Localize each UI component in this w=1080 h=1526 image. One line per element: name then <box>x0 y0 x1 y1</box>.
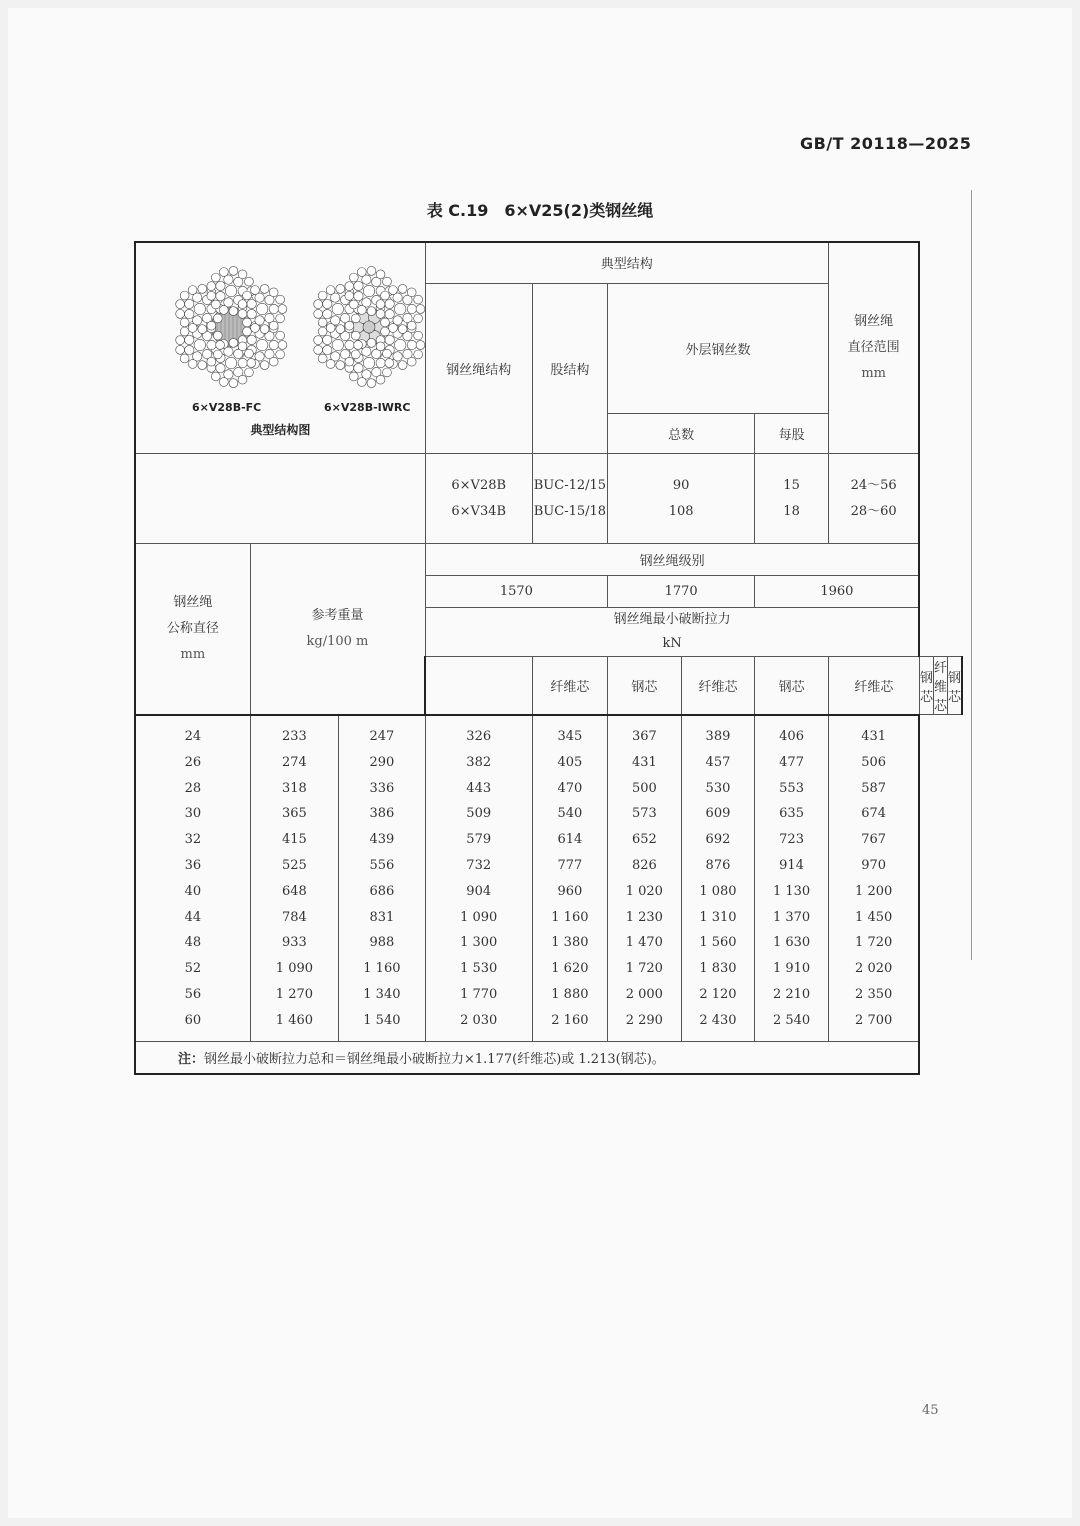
data-rows <box>135 715 962 1042</box>
row-value-cell: 382 <box>425 750 532 776</box>
row-value-cell: 1 470 <box>608 930 682 956</box>
row-value-cell: 1 160 <box>532 904 607 930</box>
row-value-cell: 1 880 <box>532 982 607 1008</box>
rope-structure-1: 6×V28B <box>451 477 507 493</box>
row-value-cell: 2 000 <box>608 982 682 1008</box>
row-value-cell: 1 720 <box>608 956 682 982</box>
row-value-cell: 1 200 <box>828 878 919 904</box>
outer-per-strand-cell <box>755 454 829 544</box>
row-value-cell: 406 <box>755 715 829 750</box>
outer-total-cell <box>608 454 755 544</box>
table-caption: 表 C.19 6×V25(2)类钢丝绳 <box>426 201 654 220</box>
row-value-cell: 1 630 <box>755 930 829 956</box>
row-diameter-cell: 30 <box>135 801 250 827</box>
row-value-cell: 777 <box>532 853 607 879</box>
row-value-cell: 960 <box>532 878 607 904</box>
row-value-cell: 443 <box>425 775 532 801</box>
row-value-cell: 1 300 <box>425 930 532 956</box>
row-value-cell: 686 <box>339 878 426 904</box>
row-value-cell: 470 <box>532 775 607 801</box>
row-value-cell: 573 <box>608 801 682 827</box>
row-value-cell: 970 <box>828 853 919 879</box>
strand-structure-2: BUC-15/18 <box>533 503 607 519</box>
table-row <box>135 801 962 827</box>
row-value-cell: 732 <box>425 853 532 879</box>
table-row <box>135 853 962 879</box>
row-diameter-cell: 44 <box>135 904 250 930</box>
table-row <box>135 930 962 956</box>
row-value-cell: 318 <box>250 775 338 801</box>
reference-weight-header <box>250 544 425 715</box>
row-value-cell: 587 <box>828 775 919 801</box>
note-text: 钢丝最小破断拉力总和＝钢丝绳最小破断拉力×1.177(纤维芯)或 1.213(钢芯)。 <box>204 1051 665 1067</box>
row-value-cell: 723 <box>755 827 829 853</box>
row-value-cell: 2 350 <box>828 982 919 1008</box>
row-value-cell: 1 020 <box>608 878 682 904</box>
min-breaking-force-unit: kN <box>662 636 682 651</box>
row-value-cell: 614 <box>532 827 607 853</box>
grade-1960: 1960 <box>755 576 920 608</box>
row-value-cell: 1 720 <box>828 930 919 956</box>
row-value-cell: 831 <box>339 904 426 930</box>
row-value-cell: 477 <box>755 750 829 776</box>
nominal-diameter-line1: 钢丝绳 <box>173 594 213 610</box>
reference-weight-unit: kg/100 m <box>306 633 369 649</box>
row-value-cell: 784 <box>250 904 338 930</box>
row-value-cell: 405 <box>532 750 607 776</box>
row-value-cell: 876 <box>681 853 755 879</box>
mbf-1960-steel-header: 钢芯 <box>947 657 962 715</box>
mbf-1570-fiber-header: 纤维芯 <box>681 657 755 715</box>
table-row <box>135 904 962 930</box>
mbf-1770-steel-header: 钢芯 <box>919 657 933 715</box>
row-value-cell: 674 <box>828 801 919 827</box>
row-value-cell: 2 700 <box>828 1007 919 1041</box>
diameter-range-line2: 直径范围 <box>847 340 900 355</box>
row-value-cell: 1 270 <box>250 982 338 1008</box>
row-value-cell: 2 020 <box>828 956 919 982</box>
row-value-cell: 1 310 <box>681 904 755 930</box>
row-value-cell: 648 <box>250 878 338 904</box>
row-diameter-cell: 24 <box>135 715 250 750</box>
row-value-cell: 904 <box>425 878 532 904</box>
figure-cell-continued <box>135 454 425 544</box>
row-value-cell: 1 090 <box>425 904 532 930</box>
row-value-cell: 1 460 <box>250 1007 338 1041</box>
table-row <box>135 715 962 750</box>
row-value-cell: 367 <box>608 715 682 750</box>
standard-code: GB/T 20118—2025 <box>800 134 972 153</box>
row-value-cell: 336 <box>339 775 426 801</box>
row-diameter-cell: 60 <box>135 1007 250 1041</box>
row-value-cell: 1 230 <box>608 904 682 930</box>
grade-1770: 1770 <box>608 576 755 608</box>
rope-fc-icon <box>176 266 287 387</box>
row-value-cell: 1 130 <box>755 878 829 904</box>
row-value-cell: 1 340 <box>339 982 426 1008</box>
diameter-range-2: 28～60 <box>850 503 897 519</box>
row-value-cell: 635 <box>755 801 829 827</box>
row-value-cell: 1 450 <box>828 904 919 930</box>
row-value-cell: 2 160 <box>532 1007 607 1041</box>
row-value-cell: 415 <box>250 827 338 853</box>
strand-structure-1: BUC-12/15 <box>533 477 607 493</box>
rope-structures-cell <box>425 454 532 544</box>
strand-structure-header: 股结构 <box>532 283 607 454</box>
figure-cell <box>135 242 425 454</box>
row-value-cell: 1 370 <box>755 904 829 930</box>
diameter-range-header <box>828 242 919 454</box>
row-value-cell: 274 <box>250 750 338 776</box>
table-row <box>135 1007 962 1041</box>
outer-total-1: 90 <box>672 477 690 493</box>
row-value-cell: 1 380 <box>532 930 607 956</box>
weight-steel-core-header: 钢芯 <box>608 657 682 715</box>
table-row <box>135 878 962 904</box>
row-diameter-cell: 52 <box>135 956 250 982</box>
row-value-cell: 1 540 <box>339 1007 426 1041</box>
row-value-cell: 509 <box>425 801 532 827</box>
nominal-diameter-header-continued <box>425 657 532 715</box>
table-row <box>135 982 962 1008</box>
diameter-range-unit: mm <box>861 366 886 381</box>
note-label: 注： <box>178 1051 205 1067</box>
row-value-cell: 2 030 <box>425 1007 532 1041</box>
row-value-cell: 1 090 <box>250 956 338 982</box>
row-value-cell: 1 910 <box>755 956 829 982</box>
row-value-cell: 767 <box>828 827 919 853</box>
mbf-1960-fiber-header: 纤维芯 <box>933 657 947 715</box>
rope-structure-2: 6×V34B <box>451 503 507 519</box>
rope-cross-section-figure <box>161 259 441 394</box>
figure-label-iwrc: 6×V28B-IWRC <box>324 401 411 414</box>
diameter-range-line1: 钢丝绳 <box>854 314 894 329</box>
grade-1570: 1570 <box>425 576 607 608</box>
row-value-cell: 290 <box>339 750 426 776</box>
row-value-cell: 530 <box>681 775 755 801</box>
row-value-cell: 233 <box>250 715 338 750</box>
row-value-cell: 692 <box>681 827 755 853</box>
figure-title: 典型结构图 <box>250 423 311 437</box>
diameter-range-cell <box>828 454 919 544</box>
outer-wires-header: 外层钢丝数 <box>608 283 829 414</box>
table-row <box>135 827 962 853</box>
typical-structure-header: 典型结构 <box>425 242 828 283</box>
row-value-cell: 1 770 <box>425 982 532 1008</box>
row-value-cell: 457 <box>681 750 755 776</box>
rope-structure-header: 钢丝绳结构 <box>425 283 532 454</box>
row-value-cell: 506 <box>828 750 919 776</box>
row-diameter-cell: 32 <box>135 827 250 853</box>
min-breaking-force-header <box>425 608 919 657</box>
outer-per-strand-2: 18 <box>783 503 800 519</box>
row-value-cell: 579 <box>425 827 532 853</box>
row-value-cell: 933 <box>250 930 338 956</box>
reference-weight-line1: 参考重量 <box>311 607 364 623</box>
row-value-cell: 1 830 <box>681 956 755 982</box>
row-value-cell: 2 540 <box>755 1007 829 1041</box>
mbf-1570-steel-header: 钢芯 <box>755 657 829 715</box>
row-value-cell: 389 <box>681 715 755 750</box>
row-value-cell: 553 <box>755 775 829 801</box>
strand-structures-cell <box>532 454 607 544</box>
outer-per-strand-header: 每股 <box>755 414 829 454</box>
row-value-cell: 609 <box>681 801 755 827</box>
row-diameter-cell: 36 <box>135 853 250 879</box>
row-value-cell: 914 <box>755 853 829 879</box>
grade-header: 钢丝绳级别 <box>425 544 919 576</box>
row-value-cell: 365 <box>250 801 338 827</box>
nominal-diameter-unit: mm <box>180 646 206 662</box>
row-value-cell: 556 <box>339 853 426 879</box>
row-value-cell: 1 620 <box>532 956 607 982</box>
margin-rule <box>971 190 972 960</box>
row-value-cell: 2 120 <box>681 982 755 1008</box>
row-value-cell: 2 210 <box>755 982 829 1008</box>
outer-total-2: 108 <box>668 503 694 519</box>
row-value-cell: 345 <box>532 715 607 750</box>
row-value-cell: 1 560 <box>681 930 755 956</box>
outer-per-strand-1: 15 <box>783 477 800 493</box>
row-value-cell: 826 <box>608 853 682 879</box>
row-value-cell: 540 <box>532 801 607 827</box>
rope-iwrc-icon <box>314 266 425 387</box>
figure-label-fc: 6×V28B-FC <box>192 401 262 414</box>
row-diameter-cell: 26 <box>135 750 250 776</box>
row-value-cell: 988 <box>339 930 426 956</box>
row-value-cell: 1 160 <box>339 956 426 982</box>
diameter-range-1: 24～56 <box>850 477 897 493</box>
table-row <box>135 750 962 776</box>
table-row <box>135 956 962 982</box>
row-value-cell: 326 <box>425 715 532 750</box>
table-note <box>135 1041 919 1074</box>
row-value-cell: 1 080 <box>681 878 755 904</box>
row-value-cell: 525 <box>250 853 338 879</box>
row-value-cell: 1 530 <box>425 956 532 982</box>
row-diameter-cell: 56 <box>135 982 250 1008</box>
page-number: 45 <box>922 1403 939 1418</box>
row-value-cell: 431 <box>608 750 682 776</box>
row-diameter-cell: 48 <box>135 930 250 956</box>
nominal-diameter-line2: 公称直径 <box>166 620 219 636</box>
row-value-cell: 2 430 <box>681 1007 755 1041</box>
min-breaking-force-line1: 钢丝绳最小破断拉力 <box>613 612 731 627</box>
row-value-cell: 652 <box>608 827 682 853</box>
row-diameter-cell: 28 <box>135 775 250 801</box>
mbf-1770-fiber-header: 纤维芯 <box>828 657 919 715</box>
row-value-cell: 431 <box>828 715 919 750</box>
outer-total-header: 总数 <box>608 414 755 454</box>
row-value-cell: 439 <box>339 827 426 853</box>
row-value-cell: 2 290 <box>608 1007 682 1041</box>
row-value-cell: 386 <box>339 801 426 827</box>
nominal-diameter-header <box>135 544 250 715</box>
row-value-cell: 247 <box>339 715 426 750</box>
table-row <box>135 775 962 801</box>
rope-spec-table <box>134 241 963 1075</box>
weight-fiber-core-header: 纤维芯 <box>532 657 607 715</box>
row-value-cell: 500 <box>608 775 682 801</box>
row-diameter-cell: 40 <box>135 878 250 904</box>
